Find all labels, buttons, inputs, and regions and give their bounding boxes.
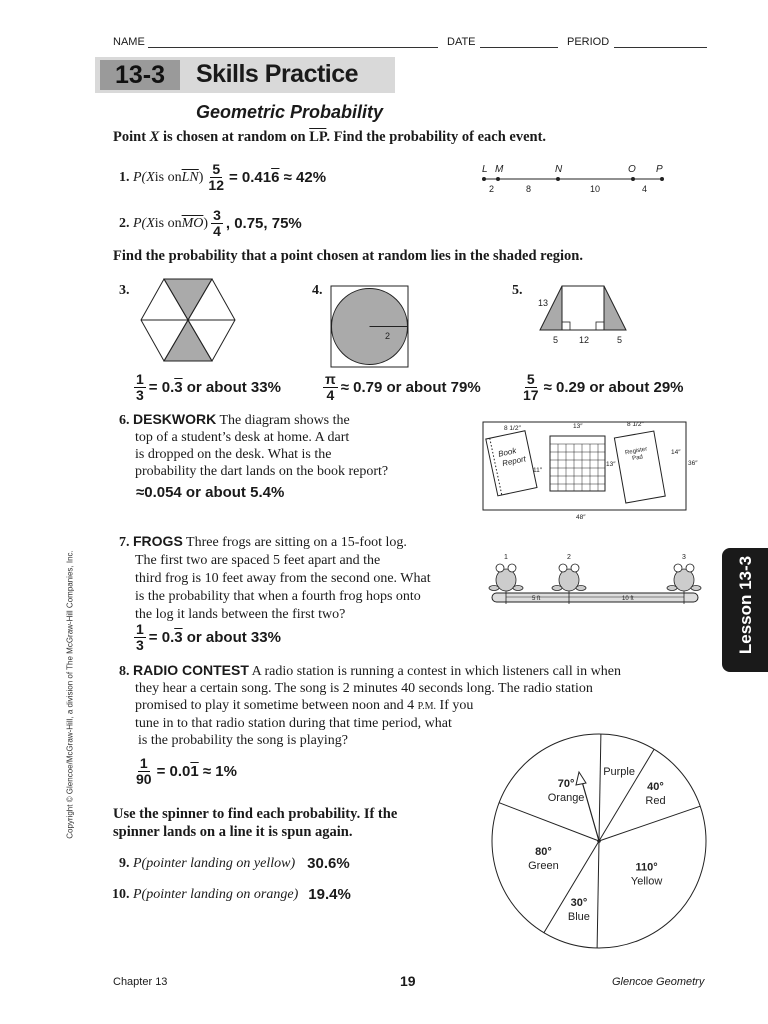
page-title: Skills Practice bbox=[196, 60, 359, 88]
sector-degrees-label: 80° bbox=[535, 846, 552, 859]
footer-book-title: Glencoe Geometry bbox=[612, 976, 705, 988]
question-9: 9. P(pointer landing on yellow) 30.6% bbox=[119, 855, 350, 872]
point-l bbox=[482, 177, 486, 181]
question-2: 2. P( X is on $\overline{MO}$ ) $\frac{3}{4}$ , 0.75, 75% bbox=[119, 207, 302, 239]
frog-3 bbox=[667, 564, 701, 591]
sector-name-label: Green bbox=[528, 860, 559, 873]
q5-number: 5. bbox=[512, 283, 523, 298]
sector-name-label: Blue bbox=[567, 910, 590, 923]
point-p bbox=[660, 177, 664, 181]
bottom-right-label: 5 bbox=[617, 335, 623, 345]
spinner-diagram bbox=[486, 728, 712, 958]
page-subtitle: Geometric Probability bbox=[196, 102, 384, 122]
footer-chapter: Chapter 13 bbox=[113, 976, 168, 988]
q4-number: 4. bbox=[312, 283, 323, 298]
q1-fraction: $\frac{5}{12}$ bbox=[208, 161, 224, 193]
q9-answer: 30.6% bbox=[307, 855, 350, 872]
question-7: 7. FROGS Three frogs are sitting on a 15-foot log. The first two are spaced 5 feet apart and the third frog is 10 feet away from the second one. What is the probability that when a fourth frog hops onto the log it lands between the first two? bbox=[119, 533, 431, 622]
segment-mn: 8 bbox=[526, 184, 532, 194]
book-height-label: 11″ bbox=[533, 467, 543, 474]
frog-3-label: 3 bbox=[682, 554, 686, 561]
q8-answer: $\frac{1}{90}$ = 0.01 ≈ 1% bbox=[136, 755, 237, 787]
period-label: PERIOD bbox=[567, 36, 610, 48]
frog-2 bbox=[552, 564, 586, 591]
number-line-diagram bbox=[478, 160, 668, 196]
pad-height-label: 14″ bbox=[671, 449, 681, 456]
name-line bbox=[148, 47, 438, 48]
shaded-left-triangle bbox=[540, 286, 562, 330]
part1-instruction: Point X is chosen at random on $\overline{LP}$. Find the probability of each event. bbox=[113, 129, 547, 145]
label-l: L bbox=[482, 164, 488, 175]
svg-text:Book: Book bbox=[497, 446, 518, 459]
date-line bbox=[480, 47, 558, 48]
footer-page-number: 19 bbox=[400, 973, 416, 989]
calendar bbox=[550, 436, 605, 491]
sector-degrees-label: 40° bbox=[647, 781, 664, 794]
sector-name-label: Purple bbox=[603, 766, 635, 779]
svg-text:Pad: Pad bbox=[631, 454, 644, 463]
period-line bbox=[614, 47, 707, 48]
question-10: 10. P(pointer landing on orange) 19.4% bbox=[112, 886, 351, 903]
label-p: P bbox=[656, 164, 663, 175]
lesson-side-tab: Lesson 13-3 bbox=[722, 548, 768, 672]
sector-purple bbox=[603, 766, 635, 778]
frogs-on-log-diagram bbox=[484, 550, 708, 610]
distance-5ft: 5 ft bbox=[532, 596, 541, 602]
question-6: 6. DESKWORK The diagram shows the top of a student’s desk at home. A dart is dropped on the desk. What is the probability the dart lands on the book report? bbox=[119, 411, 389, 479]
height-label: 13 bbox=[538, 298, 549, 308]
radius-label: 2 bbox=[385, 331, 391, 341]
book-report bbox=[486, 431, 537, 496]
sector-name-label: Orange bbox=[547, 792, 585, 805]
circle-in-square-figure bbox=[330, 285, 410, 369]
trapezoid-figure bbox=[532, 284, 636, 348]
distance-10ft: 10 ft bbox=[622, 596, 634, 602]
part2-instruction: Find the probability that a point chosen at random lies in the shaded region. bbox=[113, 248, 583, 264]
point-m bbox=[496, 177, 500, 181]
book-width-label: 8 1/2″ bbox=[504, 425, 521, 432]
frog-1-label: 1 bbox=[504, 554, 508, 561]
point-n bbox=[556, 177, 560, 181]
desk-width-label: 48″ bbox=[576, 514, 586, 521]
question-1: 1. P( X is on $\overline{LN}$ ) $\frac{5}{12}$ = 0.416 ≈ 42% bbox=[119, 161, 327, 193]
spinner-instruction: Use the spinner to find each probability. If the spinner lands on a line it is spun again. bbox=[113, 806, 398, 840]
name-label: NAME bbox=[113, 36, 145, 48]
q2-answer: , 0.75, 75% bbox=[225, 215, 302, 232]
pad-width-label: 8 1/2″ bbox=[627, 421, 644, 428]
svg-text:Report: Report bbox=[501, 454, 527, 469]
label-o: O bbox=[628, 164, 636, 175]
shaded-top-triangle bbox=[164, 279, 212, 320]
calendar-height-label: 13″ bbox=[606, 461, 616, 468]
frog-1 bbox=[489, 564, 523, 591]
q3-answer: $\frac{1}{3}$ = 0.3 or about 33% bbox=[136, 371, 281, 403]
q3-number: 3. bbox=[119, 283, 130, 298]
question-8: 8. RADIO CONTEST A radio station is running a contest in which listeners call in when they hear a certain song. The song is 2 minutes 40 seconds long. The radio station promised to play it sometime between noon and 4 P.M. If you tune in to that radio station during that time period, what is the probability the song is playing? bbox=[119, 662, 621, 748]
frog-2-label: 2 bbox=[567, 554, 571, 561]
bottom-left-label: 5 bbox=[553, 335, 559, 345]
q1-answer: = 0.416 ≈ 42% bbox=[229, 169, 327, 186]
segment-op: 4 bbox=[642, 184, 648, 194]
desk-height-label: 36″ bbox=[688, 460, 698, 467]
label-n: N bbox=[555, 164, 563, 175]
svg-text:Register: Register bbox=[624, 446, 648, 457]
segment-no: 10 bbox=[590, 184, 601, 194]
segment-lm: 2 bbox=[489, 184, 495, 194]
lesson-number: 13-3 bbox=[100, 60, 180, 90]
copyright-notice: Copyright © Glencoe/McGraw-Hill, a division of The McGraw-Hill Companies, Inc. bbox=[65, 550, 75, 839]
q2-fraction: $\frac{3}{4}$ bbox=[213, 207, 221, 239]
sector-degrees-label: 30° bbox=[570, 896, 588, 909]
bottom-middle-label: 12 bbox=[579, 335, 590, 345]
q6-answer: ≈0.054 or about 5.4% bbox=[136, 484, 285, 501]
label-m: M bbox=[495, 164, 504, 175]
sector-degrees-label: 70° bbox=[557, 778, 575, 791]
shaded-right-triangle bbox=[604, 286, 626, 330]
calendar-width-label: 13″ bbox=[573, 423, 583, 430]
q5-answer: $\frac{5}{17}$ ≈ 0.29 or about 29% bbox=[523, 371, 684, 403]
point-o bbox=[631, 177, 635, 181]
hexagon-figure bbox=[138, 276, 238, 364]
sector-name-label: Yellow bbox=[630, 875, 663, 888]
shaded-bottom-triangle bbox=[164, 320, 212, 361]
desk-diagram bbox=[480, 414, 710, 522]
log bbox=[492, 593, 698, 602]
q10-answer: 19.4% bbox=[308, 886, 351, 903]
date-label: DATE bbox=[447, 36, 476, 48]
sector-degrees-label: 110° bbox=[635, 861, 658, 874]
register-pad bbox=[614, 431, 665, 503]
q7-answer: $\frac{1}{3}$ = 0.3 or about 33% bbox=[136, 621, 281, 653]
q4-answer: $\frac{\pi}{4}$ ≈ 0.79 or about 79% bbox=[325, 371, 481, 403]
sector-name-label: Red bbox=[645, 795, 666, 808]
